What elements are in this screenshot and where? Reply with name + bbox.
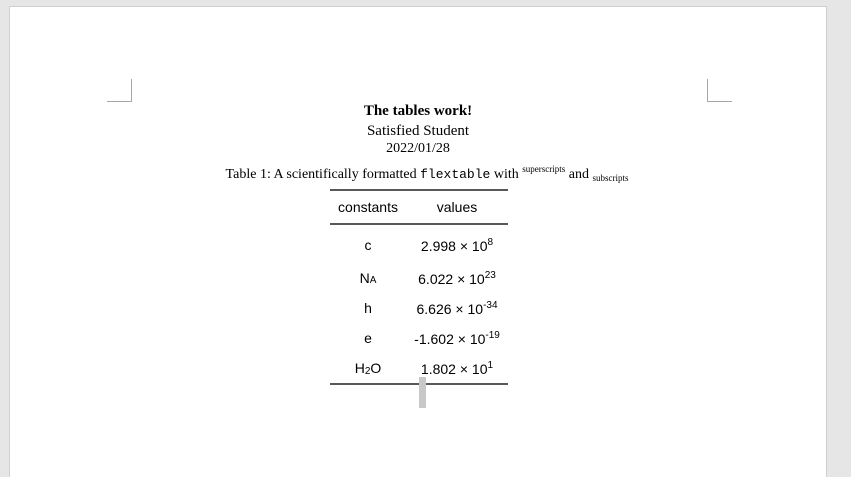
- caption-code: flextable: [420, 167, 491, 182]
- header-values: values: [406, 190, 508, 224]
- caption-prefix: Table 1: A scientifically formatted: [225, 167, 421, 182]
- table-row: [330, 224, 508, 263]
- document-date: 2022/01/28: [386, 141, 450, 156]
- constant-symbol-cell: [330, 323, 406, 353]
- value-exponent: 1: [487, 359, 494, 371]
- value-times-ten: × 10: [455, 360, 488, 377]
- value-cell: [406, 293, 508, 323]
- caption-subscripts: subscripts: [592, 173, 629, 183]
- value-mantissa: 6.022: [418, 270, 454, 287]
- caption-with: with: [490, 167, 523, 182]
- value-mantissa: -1.602: [414, 330, 454, 347]
- constant-symbol: N: [359, 270, 370, 286]
- constants-table: [330, 189, 508, 385]
- table-row: [330, 323, 508, 353]
- constant-symbol-cell: [330, 263, 406, 293]
- value-mantissa: 1.802: [420, 360, 456, 377]
- value-exponent: 23: [484, 269, 496, 281]
- constant-symbol-subscript: A: [369, 275, 377, 286]
- value-exponent: -19: [485, 329, 500, 341]
- table-header-row: [330, 190, 508, 224]
- margin-corner-mark-left: [107, 79, 132, 102]
- value-cell: [406, 224, 508, 263]
- table-row: [330, 293, 508, 323]
- caption-and: and: [565, 167, 593, 182]
- constant-symbol: H: [354, 359, 365, 376]
- constant-symbol: h: [364, 300, 372, 316]
- value-mantissa: 2.998: [420, 237, 456, 254]
- value-times-ten: × 10: [455, 237, 488, 254]
- caption-superscripts: superscripts: [522, 164, 566, 174]
- constant-symbol-tail: O: [370, 359, 382, 376]
- text-cursor-indicator: [419, 377, 426, 408]
- constant-symbol-cell: [330, 353, 406, 384]
- margin-corner-mark-right: [707, 79, 732, 102]
- constant-symbol-subscript: 2: [364, 365, 371, 377]
- constant-symbol-cell: [330, 293, 406, 323]
- value-times-ten: × 10: [453, 270, 485, 287]
- header-constants: constants: [330, 190, 406, 224]
- constant-symbol: c: [364, 237, 372, 253]
- table-caption: [10, 164, 844, 183]
- document-title: The tables work!: [363, 103, 473, 119]
- value-exponent: -34: [483, 299, 498, 311]
- value-cell: [406, 263, 508, 293]
- value-exponent: 8: [487, 236, 494, 248]
- document-page[interactable]: [10, 7, 826, 477]
- value-cell: [406, 323, 508, 353]
- value-times-ten: × 10: [453, 330, 486, 347]
- constant-symbol-cell: [330, 224, 406, 263]
- value-mantissa: 6.626: [416, 300, 452, 317]
- value-times-ten: × 10: [451, 300, 484, 317]
- document-author: Satisfied Student: [366, 123, 470, 139]
- table-row: [330, 263, 508, 293]
- constant-symbol: e: [364, 330, 372, 346]
